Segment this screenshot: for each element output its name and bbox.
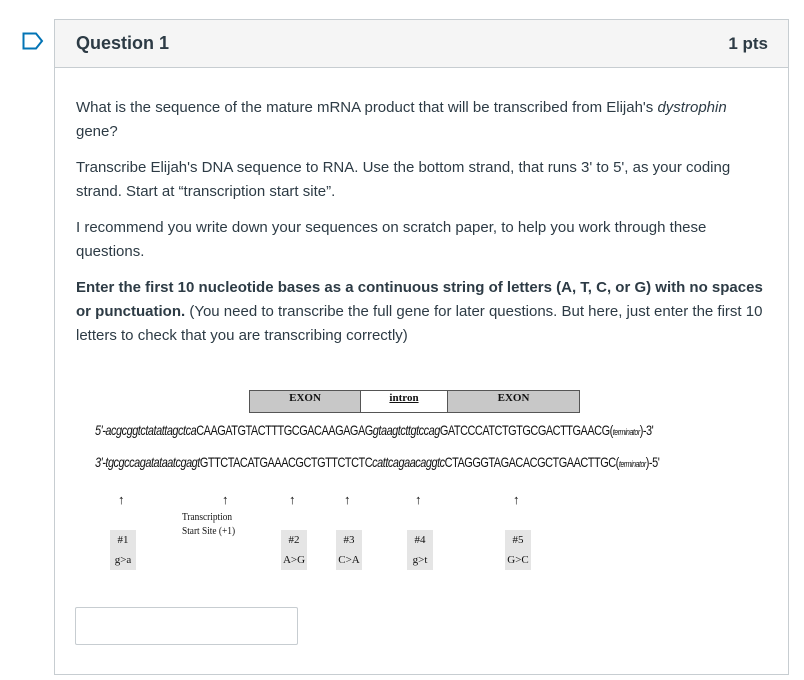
- up-arrow-icon: ↑: [415, 492, 422, 507]
- question-paragraph-3: I recommend you write down your sequences on scratch paper, to help you work through these questions.: [76, 219, 707, 260]
- up-arrow-icon: ↑: [222, 492, 229, 507]
- up-arrow-icon: ↑: [513, 492, 520, 507]
- up-arrow-icon: ↑: [344, 492, 351, 507]
- mutation-marker-3: #3 C>A: [336, 530, 362, 570]
- transcription-start-label: Transcription Start Site (+1): [182, 511, 236, 537]
- up-arrow-icon: ↑: [118, 492, 125, 507]
- question-points: 1 pts: [728, 34, 768, 53]
- flag-question-icon[interactable]: [22, 32, 44, 50]
- question-instructions: Enter the first 10 nucleotide bases as a continuous string of letters (A, T, C, or G) with no spaces or punctuation. (You need to transcribe the full gene for later questions. But here, just enter the first 10 letters to check that you are transcribing correctly): [76, 279, 763, 344]
- mutation-marker-2: #2 A>G: [281, 530, 307, 570]
- question-header: [55, 20, 788, 68]
- gene-diagram: [90, 390, 710, 590]
- mutation-marker-4: #4 g>t: [407, 530, 433, 570]
- top-strand-sequence: 5'-acgcggtctatattagctcaCAAGATGTACTTTGCGACAAGAGAGgtaagtcttgtccagGATCCCATCTGTGCGACTTGAACG(terminator)-3': [95, 422, 654, 438]
- question-paragraph-1: What is the sequence of the mature mRNA product that will be transcribed from Elijah's dystrophin gene?: [76, 99, 727, 140]
- exon-bar-1: EXON: [249, 390, 361, 413]
- question-card: [54, 19, 789, 675]
- intron-bar: intron: [360, 390, 448, 413]
- question-paragraph-2: Transcribe Elijah's DNA sequence to RNA. Use the bottom strand, that runs 3' to 5', as your coding strand. Start at “transcription start site”.: [76, 159, 731, 200]
- question-text: [76, 96, 771, 360]
- up-arrow-icon: ↑: [289, 492, 296, 507]
- answer-input[interactable]: [75, 607, 298, 645]
- question-title: Question 1: [76, 33, 170, 53]
- mutation-marker-5: #5 G>C: [505, 530, 531, 570]
- bottom-strand-sequence: 3'-tgcgccagatataatcgagtGTTCTACATGAAACGCTGTTCTCTCcattcagaacaggtcCTAGGGTAGACACGCTGAACTTGC(terminator)-5': [95, 454, 660, 470]
- mutation-marker-1: #1 g>a: [110, 530, 136, 570]
- exon-bar-2: EXON: [447, 390, 580, 413]
